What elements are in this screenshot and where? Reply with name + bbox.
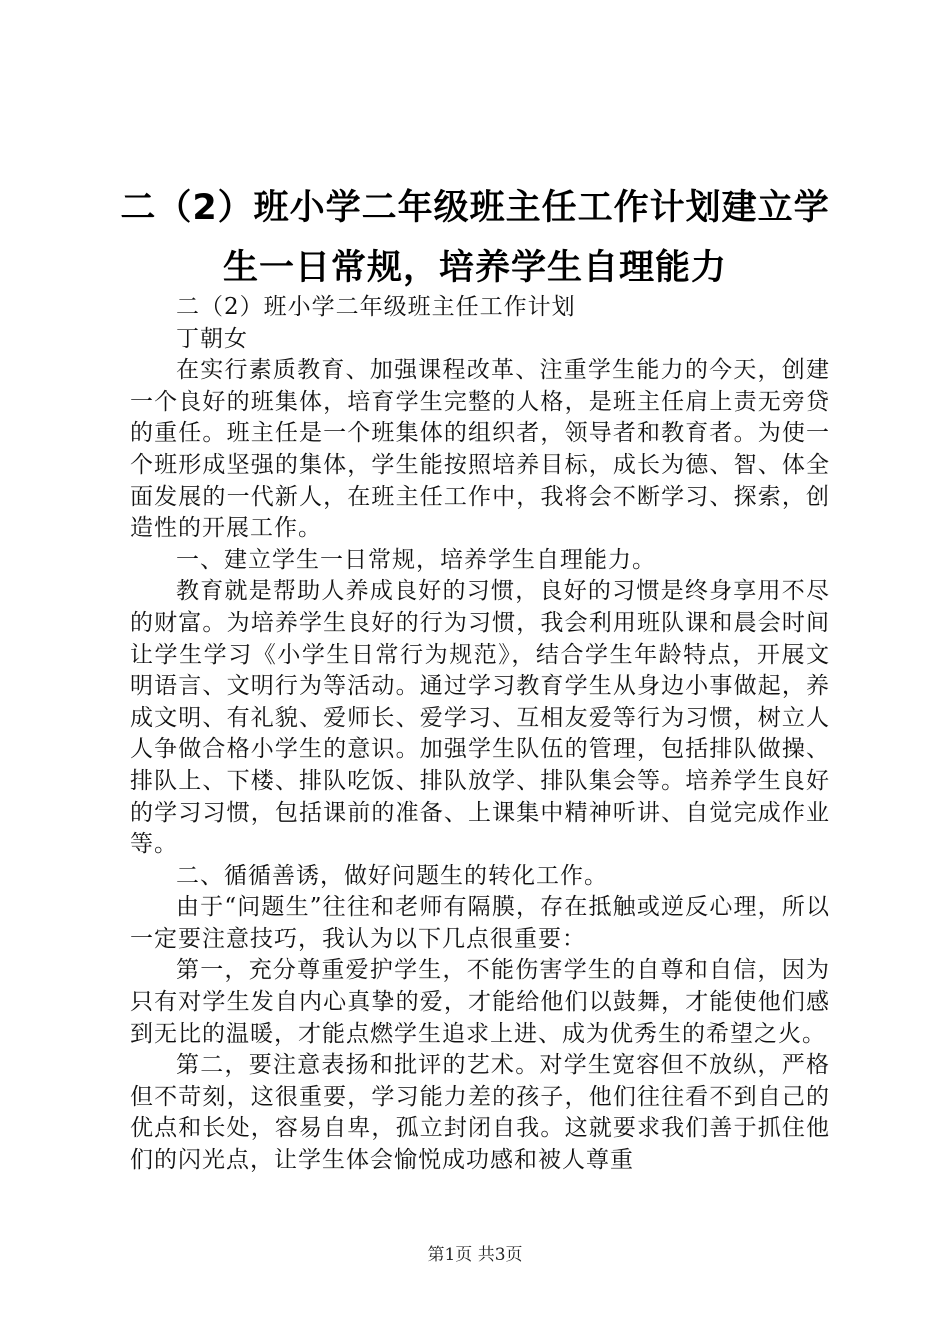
body-paragraph: 由于“问题生”往往和老师有隔膜，存在抵触或逆反心理，所以一定要注意技巧，我认为以下几点很重要：: [130, 894, 830, 952]
document-body: [130, 292, 830, 1177]
page-number-footer: 第1页 共3页: [427, 1245, 523, 1265]
body-paragraph: 教育就是帮助人养成良好的习惯，良好的习惯是终身享用不尽的财富。为培养学生良好的行为习惯，我会利用班队课和晨会时间让学生学习《小学生日常行为规范》，结合学生年龄特点，开展文明语言、文明行为等活动。通过学习教育学生从身边小事做起，养成文明、有礼貌、爱师长、爱学习、互相友爱等行为习惯，树立人人争做合格小学生的意识。加强学生队伍的管理，包括排队做操、排队上、下楼、排队吃饭、排队放学、排队集会等。培养学生良好的学习习惯，包括课前的准备、上课集中精神听讲、自觉完成作业等。: [130, 578, 830, 858]
section-heading: 一、建立学生一日常规，培养学生自理能力。: [176, 546, 656, 573]
document-title: 二（2）班小学二年级班主任工作计划建立学生一日常规，培养学生自理能力: [120, 188, 830, 288]
section-heading: 二、循循善诱，做好问题生的转化工作。: [176, 862, 608, 889]
subtitle-paragraph: 二（2）班小学二年级班主任工作计划: [176, 294, 576, 320]
body-paragraph: 第一，充分尊重爱护学生，不能伤害学生的自尊和自信，因为只有对学生发自内心真挚的爱，才能给他们以鼓舞，才能使他们感到无比的温暖，才能点燃学生追求上进、成为优秀生的希望之火。: [130, 957, 830, 1047]
body-paragraph: 在实行素质教育、加强课程改革、注重学生能力的今天，创建一个良好的班集体，培育学生完整的人格，是班主任肩上责无旁贷的重任。班主任是一个班集体的组织者，领导者和教育者。为使一个班形成坚强的集体，学生能按照培养目标，成长为德、智、体全面发展的一代新人，在班主任工作中，我将会不断学习、探索，创造性的开展工作。: [130, 357, 830, 542]
author-paragraph: 丁朝女: [176, 325, 248, 352]
body-paragraph: 第二，要注意表扬和批评的艺术。对学生宽容但不放纵，严格但不苛刻，这很重要，学习能力差的孩子，他们往往看不到自己的优点和长处，容易自卑，孤立封闭自我。这就要求我们善于抓住他们的闪光点，让学生体会愉悦成功感和被人尊重: [130, 1052, 830, 1174]
